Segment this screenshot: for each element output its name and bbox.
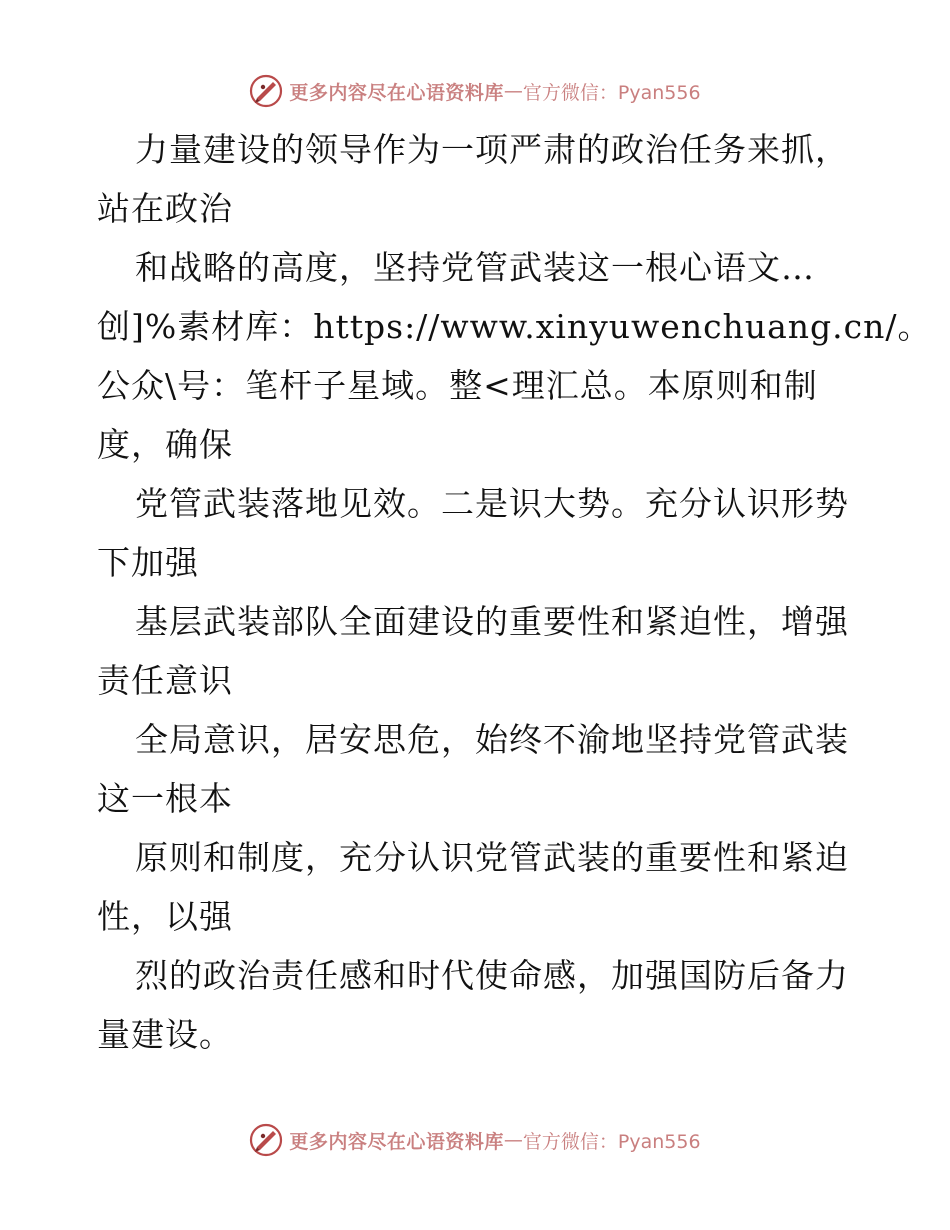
body-line: 基层武装部队全面建设的重要性和紧迫性，增强	[135, 602, 849, 641]
body-line: 性，以强	[97, 897, 233, 936]
body-line: 烈的政治责任感和时代使命感，加强国防后备力	[135, 956, 849, 995]
header-watermark	[0, 71, 950, 111]
body-line: 下加强	[97, 543, 199, 582]
watermark-dash: —	[503, 1129, 523, 1151]
watermark-dash: —	[503, 80, 523, 102]
brand-logo-icon	[249, 1123, 283, 1157]
body-line: 这一根本	[97, 779, 233, 818]
body-line: 原则和制度，充分认识党管武装的重要性和紧迫	[135, 838, 849, 877]
body-line: 责任意识	[97, 661, 233, 700]
body-line: 党管武装落地见效。二是识大势。充分认识形势	[135, 484, 849, 523]
body-line: 和战略的高度，坚持党管武装这一根心语文…	[135, 248, 815, 287]
footer-watermark	[0, 1120, 950, 1160]
watermark-text	[289, 1127, 700, 1154]
body-line: 站在政治	[97, 189, 233, 228]
body-line: 创]%素材库：https://www.xinyuwenchuang.cn/。	[97, 307, 932, 346]
body-line: 力量建设的领导作为一项严肃的政治任务来抓，	[135, 130, 849, 169]
watermark-handle: 官方微信：Pyan556	[522, 1130, 701, 1153]
body-line: 全局意识，居安思危，始终不渝地坚持党管武装	[135, 720, 849, 759]
body-line: 量建设。	[97, 1015, 233, 1054]
body-line: 公众\号：笔杆子星域。整<理汇总。本原则和制	[97, 366, 818, 405]
brand-logo-icon	[249, 74, 283, 108]
watermark-handle: 官方微信：Pyan556	[522, 81, 701, 104]
watermark-text	[289, 78, 700, 105]
watermark-site-name: 更多内容尽在心语资料库	[289, 81, 504, 104]
document-body	[97, 120, 932, 1064]
body-line: 度，确保	[97, 425, 233, 464]
watermark-site-name: 更多内容尽在心语资料库	[289, 1130, 504, 1153]
